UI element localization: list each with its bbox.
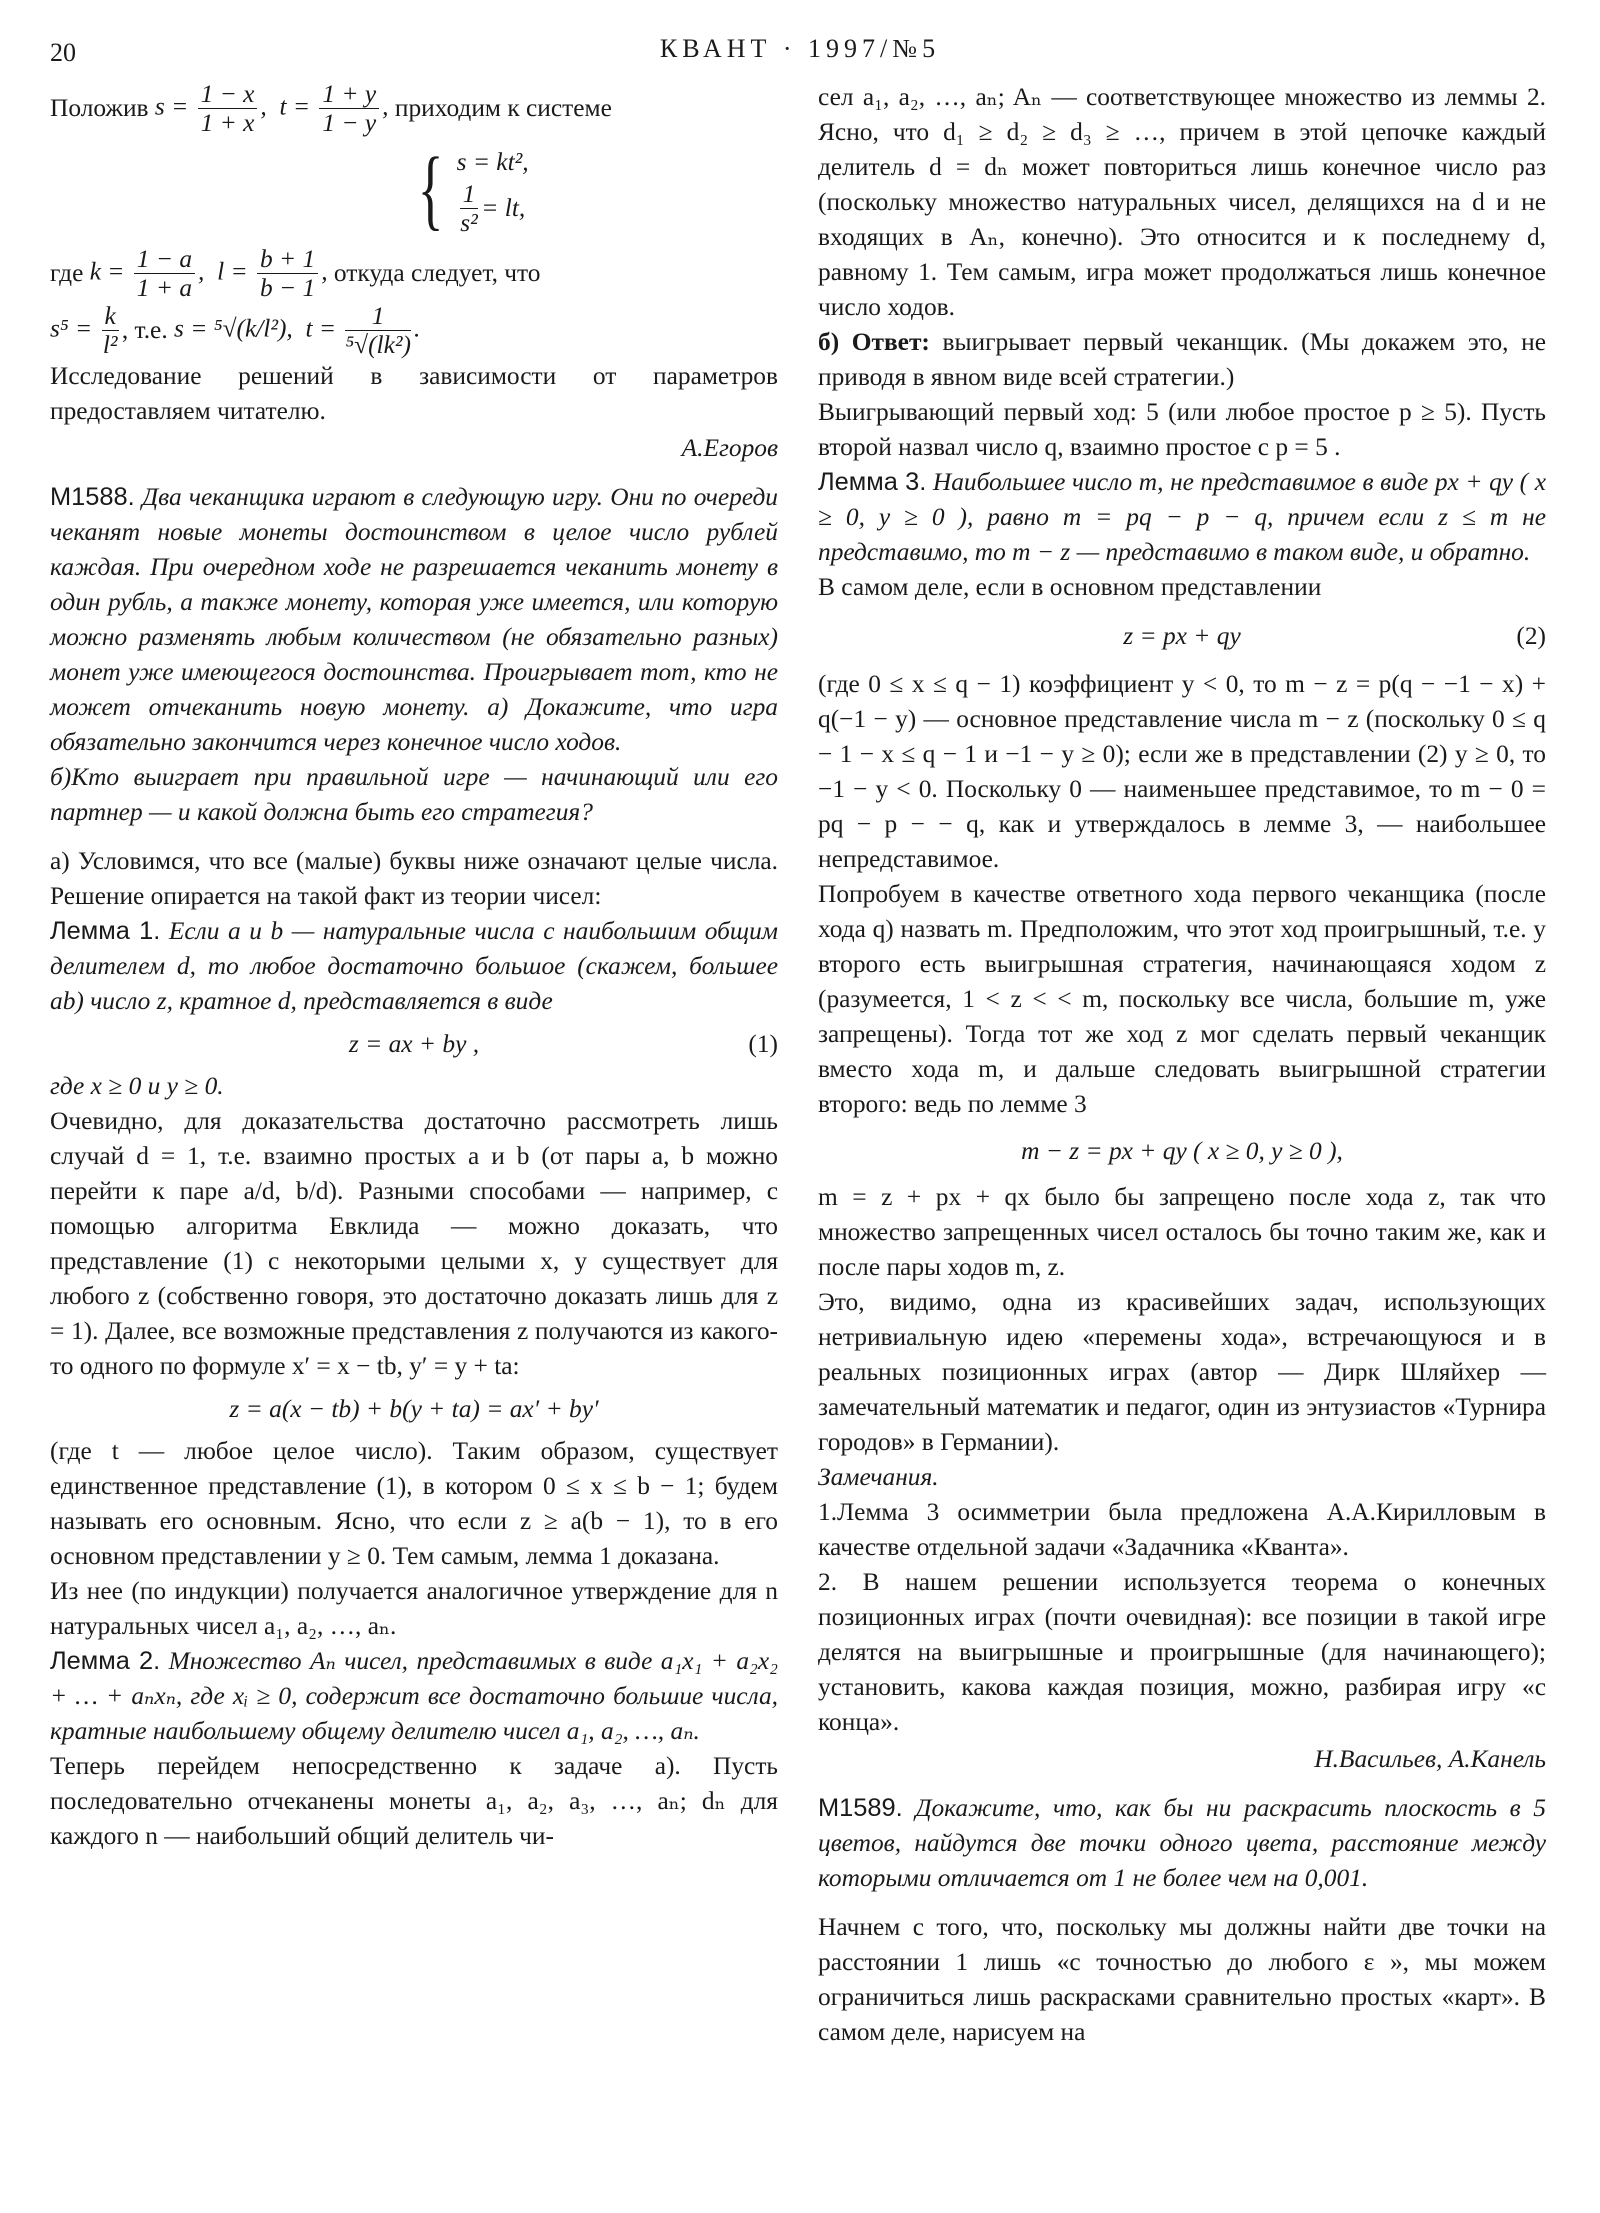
problem-text-b: б)Кто выиграет при правильной игре — начинающий или его партнер — и какой должна быть его стратегия?: [50, 763, 778, 826]
lemma-text: Если a и b — натуральные числа с наибольшим общим делителем d, то любое достаточно большое (скажем, большее ab) число z, кратное d, представляется в виде: [50, 917, 778, 1015]
problem-label: М1589.: [818, 1794, 903, 1822]
paragraph: В самом деле, если в основном представлении: [818, 573, 1322, 601]
shift-equation: z = a(x − tb) + b(y + ta) = ax′ + by′: [229, 1394, 599, 1423]
paragraph: Теперь перейдем непосредственно к задаче а). Пусть последовательно отчеканены монеты a₁, a₂, a₃, …, aₙ; dₙ для каждого n — наибольший общий делитель чи-: [50, 1752, 778, 1850]
equation-number: (1): [748, 1029, 778, 1058]
equation-1-condition: где x ≥ 0 и y ≥ 0.: [50, 1072, 224, 1100]
equation-system: { s = kt², $\frac{1}{\text{s²}}$ = lt,: [418, 140, 529, 239]
substitution-line: [50, 80, 778, 137]
lemma-text: Наибольшее число m, не представимое в виде px + qy ( x ≥ 0, y ≥ 0 ), равно m = pq − p − q, причем если z ≤ m не представимо, то m − z — представимо в таком виде, и обратно.: [818, 468, 1546, 566]
lemma-label: Лемма 1.: [50, 917, 161, 945]
lemma-3: [818, 465, 1546, 570]
study-paragraph: Исследование решений в зависимости от параметров предоставляем читателю.: [50, 362, 778, 425]
equation-number: (2): [1516, 621, 1546, 650]
s5-text: , т.е.: [121, 316, 168, 344]
paragraph: m = z + px + qx было бы запрещено после хода z, так что множество запрещенных чисел осталось бы точно таким же, как и после пары ходов m, z.: [818, 1183, 1546, 1281]
lemma-1: [50, 914, 778, 1019]
intro-text: Положив: [50, 94, 149, 122]
equation-2: z = px + qy (2): [818, 617, 1546, 655]
problem-text: Два чеканщика играют в следующую игру. Они по очереди чеканят новые монеты достоинством в целое число рублей каждая. При очередном ходе не разрешается чеканить монету в один рубль, а также монету, которая уже имеется, или которую можно разменять любым количеством (не обязательно разных) монет уже имеющегося достоинства. Проигрывает тот, кто не может отчеканить новую монету. а) Докажите, что игра обязательно закончится через конечное число ходов.: [50, 483, 778, 756]
paragraph: Начнем с того, что, поскольку мы должны найти две точки на расстоянии 1 лишь «с точностью до любого ε », мы можем ограничиться лишь раскрасками сравнительно простых «карт». В самом деле, нарисуем на: [818, 1913, 1546, 2046]
s-substitution: s = $\frac{1 - x}{1 + x}$ , t = $\frac{1 + y}{1 - y}$ ,: [148, 80, 389, 137]
answer-b: [818, 325, 1546, 395]
paragraph: Очевидно, для доказательства достаточно рассмотреть лишь случай d = 1, т.е. взаимно простых a и b (от пары a, b можно перейти к паре a/d, b/d). Разными способами — например, с помощью алгоритма Евклида — можно доказать, что представление (1) с некоторыми целыми x, y существует для любого z (собственно говоря, это достаточно доказать лишь для z = 1). Далее, все возможные представления z получаются из какого-то одного по формуле x′ = x − tb, y′ = y + ta:: [50, 1107, 778, 1380]
equation-1: z = ax + by , (1): [50, 1025, 778, 1063]
paragraph: (где t — любое целое число). Таким образом, существует единственное представление (1), в котором 0 ≤ x ≤ b − 1; будем называть его основным. Ясно, что если z ≥ a(b − 1), то в его основном представлении y ≥ 0. Тем самым, лемма 1 доказана.: [50, 1437, 778, 1570]
intro-text-tail: приходим к системе: [388, 94, 612, 122]
lemma-2: [50, 1644, 778, 1749]
paragraph: Из нее (по индукции) получается аналогичное утверждение для n натуральных чисел a₁, a₂, …, aₙ.: [50, 1577, 778, 1640]
problem-m1588: [50, 480, 778, 760]
problem-label: М1588.: [50, 483, 135, 511]
where-text: где: [50, 259, 84, 287]
running-head: КВАНТ · 1997/№5: [659, 34, 941, 63]
paragraph: Это, видимо, одна из красивейших задач, использующих нетривиальную идею «перемены хода», встречающуюся и в реальных позиционных играх (автор — Дирк Шляйхер — замечательный математик и педагог, один из энтузиастов «Турнира городов» в Германии).: [818, 1288, 1546, 1456]
author-egorov: А.Егоров: [681, 434, 778, 462]
solution-a-intro: а) Условимся, что все (малые) буквы ниже означают целые числа. Решение опирается на такой факт из теории чисел:: [50, 847, 778, 910]
where-tail: откуда следует, что: [333, 259, 541, 287]
paragraph: Выигрывающий первый ход: 5 (или любое простое p ≥ 5). Пусть второй назвал число q, взаимно простое с p = 5 .: [818, 398, 1546, 461]
problem-text: Докажите, что, как бы ни раскрасить плоскость в 5 цветов, найдутся две точки одного цвета, расстояние между которыми отличается от 1 не более чем на 0,001.: [818, 1794, 1546, 1892]
author-vasiliev-kanel: Н.Васильев, А.Канель: [1314, 1745, 1546, 1773]
system-line-2: = lt,: [481, 194, 526, 222]
paragraph: сел a₁, a₂, …, aₙ; Aₙ — соответствующее множество из леммы 2. Ясно, что d₁ ≥ d₂ ≥ d₃ ≥ …, причем в этой цепочке каждый делитель d = dₙ может повториться лишь конечное число раз (поскольку множество натуральных чисел, делящихся на d и не входящих в Aₙ, конечно). Это относится и к последнему d, равному 1. Тем самым, игра может продолжаться лишь конечное число ходов.: [818, 83, 1546, 321]
remark-1: 1.Лемма 3 осимметрии была предложена А.А.Кирилловым в качестве отдельной задачи «Задачника «Кванта».: [818, 1498, 1546, 1561]
remark-2: 2. В нашем решении используется теорема о конечных позиционных играх (почти очевидная): все позиции в такой игре делятся на выигрышные и проигрышные (для начинающего); установить, какова каждая позиция, можно, разбирая игру «с конца».: [818, 1568, 1546, 1736]
right-column: [818, 80, 1546, 2050]
answer-label: б) Ответ:: [818, 328, 930, 356]
equation-3: m − z = px + qy ( x ≥ 0, y ≥ 0 ),: [1021, 1136, 1343, 1165]
lemma-text: Множество Aₙ чисел, представимых в виде a₁x₁ + a₂x₂ + … + aₙxₙ, где xᵢ ≥ 0, содержит все достаточно большие числа, кратные наибольшему общему делителю чисел a₁, a₂, …, aₙ.: [50, 1647, 778, 1745]
s5-line: s⁵ = $\frac{k}{\text{l²}}$ , т.е. s = ⁵√(k/l²), t = $\frac{1}{\text{⁵√(lk²)}}$ .: [50, 302, 421, 359]
system-line-1: s = kt²,: [456, 148, 529, 176]
answer-text: выигрывает первый чеканщик. (Мы докажем это, не приводя в явном виде всей стратегии.): [818, 328, 1546, 391]
paragraph: (где 0 ≤ x ≤ q − 1) коэффициент y < 0, то m − z = p(q − −1 − x) + q(−1 − y) — основное представление числа m − z (поскольку 0 ≤ q − 1 − x ≤ q − 1 и −1 − y ≥ 0); если же в представлении (2) y ≥ 0, то −1 − y < 0. Поскольку 0 — наименьшее представимое, то m − 0 = pq − p − − q, как и утверждалось в лемме 3, — наибольшее непредставимое.: [818, 670, 1546, 873]
left-column: [50, 80, 778, 1854]
lemma-label: Лемма 3.: [818, 468, 927, 496]
where-line: где k = $\frac{1 - a}{1 + a}$ , l = $\frac{b + 1}{b - 1}$ , откуда следует, что: [50, 245, 541, 302]
page-header: [50, 30, 1550, 70]
page-number: 20: [50, 38, 76, 67]
problem-m1589: [818, 1791, 1546, 1896]
remarks-label: Замечания.: [818, 1463, 939, 1491]
lemma-label: Лемма 2.: [50, 1647, 161, 1675]
paragraph: Попробуем в качестве ответного хода первого чеканщика (после хода q) назвать m. Предположим, что этот ход проигрышный, т.е. у второго есть выигрышная стратегия, начинающаяся ходом z (разумеется, 1 < z < < m, поскольку все числа, большие m, уже запрещены). Тогда тот же ход z мог сделать первый чеканщик вместо хода m, и дальше следовать выигрышной стратегии второго: ведь по лемме 3: [818, 880, 1546, 1118]
